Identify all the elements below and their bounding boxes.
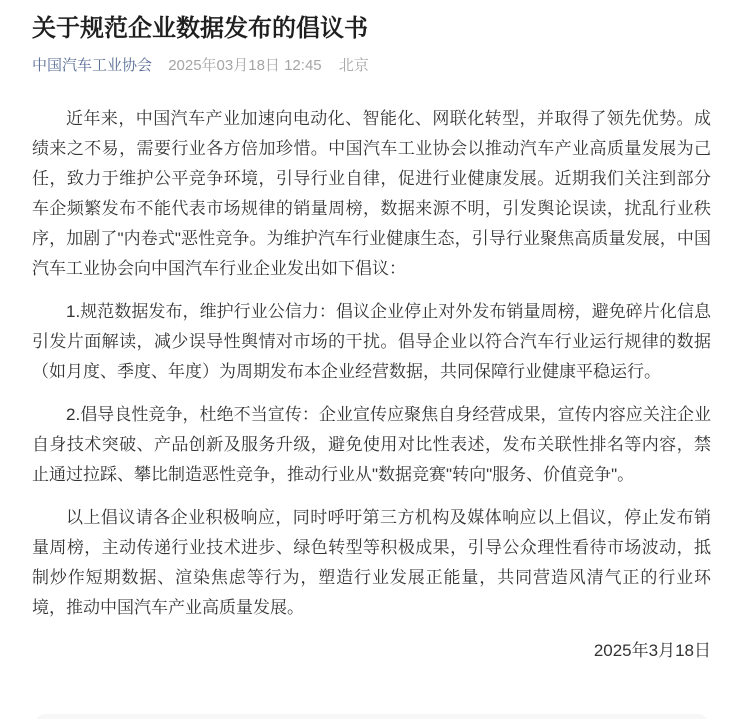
publish-location: 北京 [338,57,369,74]
article-title: 关于规范企业数据发布的倡议书 [32,15,368,42]
paragraph-intro: 近年来，中国汽车产业加速向电动化、智能化、网联化转型，并取得了领先优势。成绩来之不易，需要行业各方倍加珍惜。中国汽车工业协会以推动汽车产业高质量发展为己任，致力于维护公平竞争环境，引导行业自律，促进行业健康发展。近期我们关注到部分车企频繁发布不能代表市场规律的销量周榜，数据来源不明，引发舆论误读，扰乱行业秩序，加剧了"内卷式"恶性竞争。为维护汽车行业健康生态，引导行业聚焦高质量发展，中国汽车工业协会向中国汽车行业企业发出如下倡议： [32,109,711,278]
paragraph-point-2: 2.倡导良性竞争，杜绝不当宣传：企业宣传应聚焦自身经营成果，宣传内容应关注企业自身技术突破、产品创新及服务升级，避免使用对比性表述，发布关联性排名等内容，禁止通过拉踩、攀比制造恶性竞争，推动行业从"数据竞赛"转向"服务、价值竞争"。 [32,405,711,484]
publish-datetime: 2025年03月18日 12:45 [168,57,322,74]
article-meta [32,55,711,76]
bottom-card-edge [35,714,708,719]
paragraph-point-1: 1.规范数据发布，维护行业公信力：倡议企业停止对外发布销量周榜，避免碎片化信息引发片面解读，减少误导性舆情对市场的干扰。倡导企业以符合汽车行业运行规律的数据（如月度、季度、年度）为周期发布本企业经营数据，共同保障行业健康平稳运行。 [32,302,711,381]
account-name-link[interactable]: 中国汽车工业协会 [32,57,153,74]
paragraph-closing: 以上倡议请各企业积极响应，同时呼吁第三方机构及媒体响应以上倡议，停止发布销量周榜，主动传递行业技术进步、绿色转型等积极成果，引导公众理性看待市场波动，抵制炒作短期数据、渲染焦虑等行为，塑造行业发展正能量，共同营造风清气正的行业环境，推动中国汽车产业高质量发展。 [32,508,711,617]
article-content [32,104,711,666]
sign-date: 2025年3月18日 [593,641,711,660]
